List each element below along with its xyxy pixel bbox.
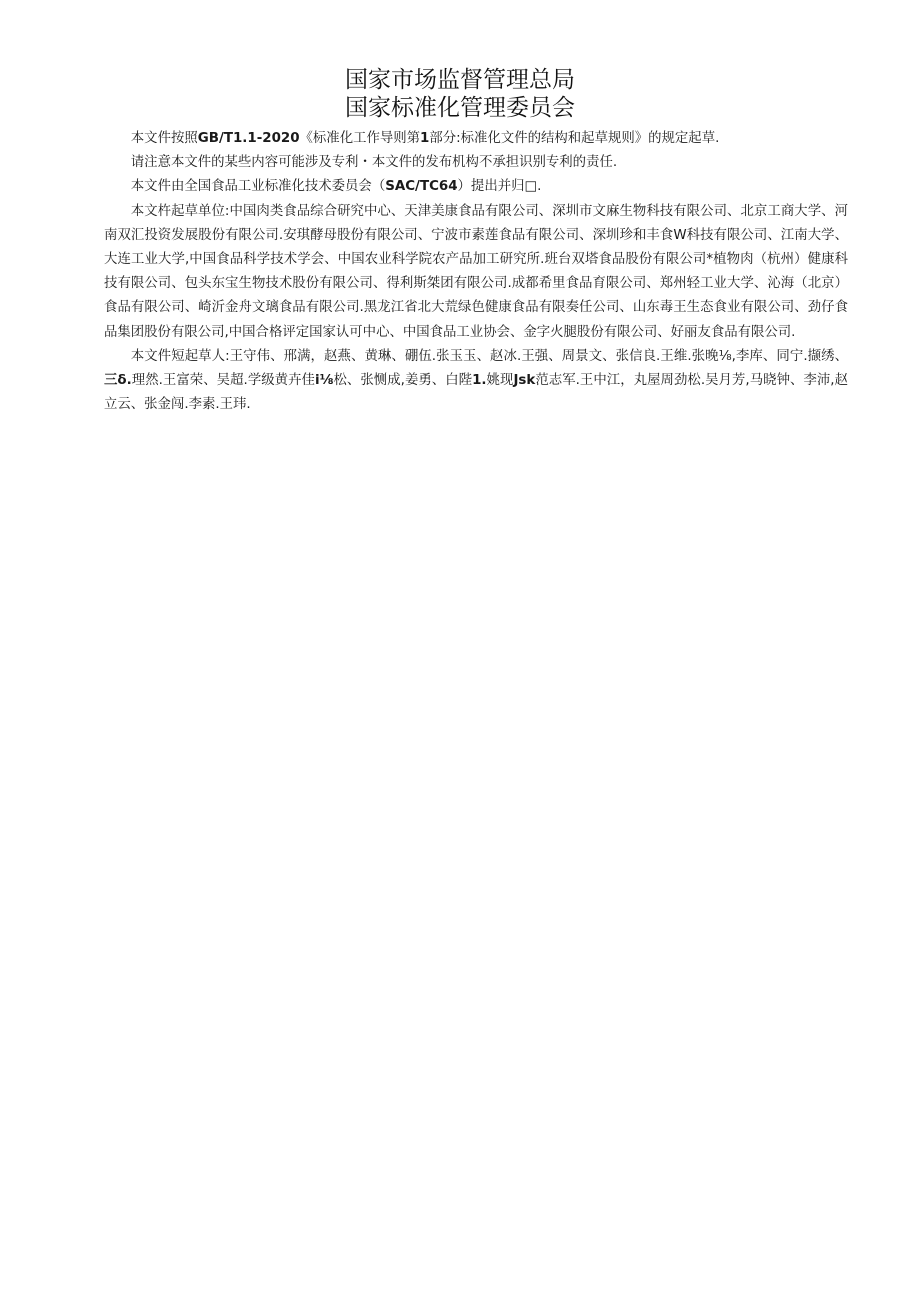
part-number: 1 <box>420 131 430 146</box>
bold-fragment: Jsk <box>513 373 536 389</box>
patent-notice-paragraph: 请注意本文件的某些内容可能涉及专利・本文件的发布机构不承担识别专利的责任. <box>130 155 618 171</box>
authority-samr: 国家市场监督管理总局 <box>345 67 575 93</box>
drafters-paragraph <box>104 345 848 418</box>
text-segment: 本文件短起草人:王守伟、邢满，赵燕、黄琳、硼伍.张玉玉、赵冰.王强、周景文、张信良.王维.张晚⅛,李库、同宁.撷绣、 <box>130 348 848 364</box>
text-segment: 《标准化工作导则第 <box>299 131 421 146</box>
authority-sac: 国家标准化管理委员会 <box>345 95 575 121</box>
text-segment: 理然.王富荣、吴超.学级黄卉佳 <box>131 373 315 389</box>
text-segment: 本文件由全国食品工业标准化技术委员会（ <box>130 179 386 195</box>
bold-fragment: 三δ. <box>104 373 132 389</box>
text-segment: 松、张恻成,姜勇、白陛 <box>333 373 473 389</box>
standard-code: GB/T1.1-2020 <box>197 131 300 146</box>
committee-code: SAC/TC64 <box>385 179 458 195</box>
text-segment: 部分:标准化文件的结构和起草规则》的规定起草. <box>429 131 720 146</box>
text-segment: 本文件按照 <box>130 131 198 146</box>
bold-fragment: i⅛ <box>314 373 334 389</box>
foreword-body <box>104 127 848 417</box>
proposer-paragraph <box>104 175 848 199</box>
drafting-rules-paragraph <box>104 127 848 151</box>
bold-fragment: 1. <box>472 373 487 389</box>
drafting-units-paragraph: 本文杵起草单位:中国肉类食品综合研究中心、天津美康食品有限公司、深圳市文麻生物科技有限公司、北京工商大学、河南双汇投资发展股份有限公司.安琪酵母股份有限公司、宁波市素莲食品有限公司、深圳珍和丰食W科技有限公司、江南大学、大连工业大学,中国食品科学技术学会、中国农业科学院农产品加工研究所.班台双塔食品股份有限公司*植物肉（杭州）健康科技有限公司、包头东宝生物技术股份有限公司、得利斯桀团有限公司.成都希里食品育限公司、郑州轻工业大学、沁海（北京）食品有限公司、崎沂金舟文璃食品有限公司.黑龙江省北大荒绿色健康食品有限奏任公司、山东毒王生态食业有限公司、劲仔食品集团股份有限公司,中国合格评定国家认可中心、中国食品工业协会、金字火腿股份有限公司、好丽友食品有限公司. <box>104 203 848 340</box>
issuing-authorities <box>0 66 920 122</box>
text-segment: 范志军.王中江，丸屋周劲松.吴月芳,马晓钟、李沛,赵立云、张金闯.李素.王玮. <box>104 373 849 413</box>
text-segment: ）提出并归□. <box>457 179 542 195</box>
text-segment: 姚现 <box>486 373 514 389</box>
